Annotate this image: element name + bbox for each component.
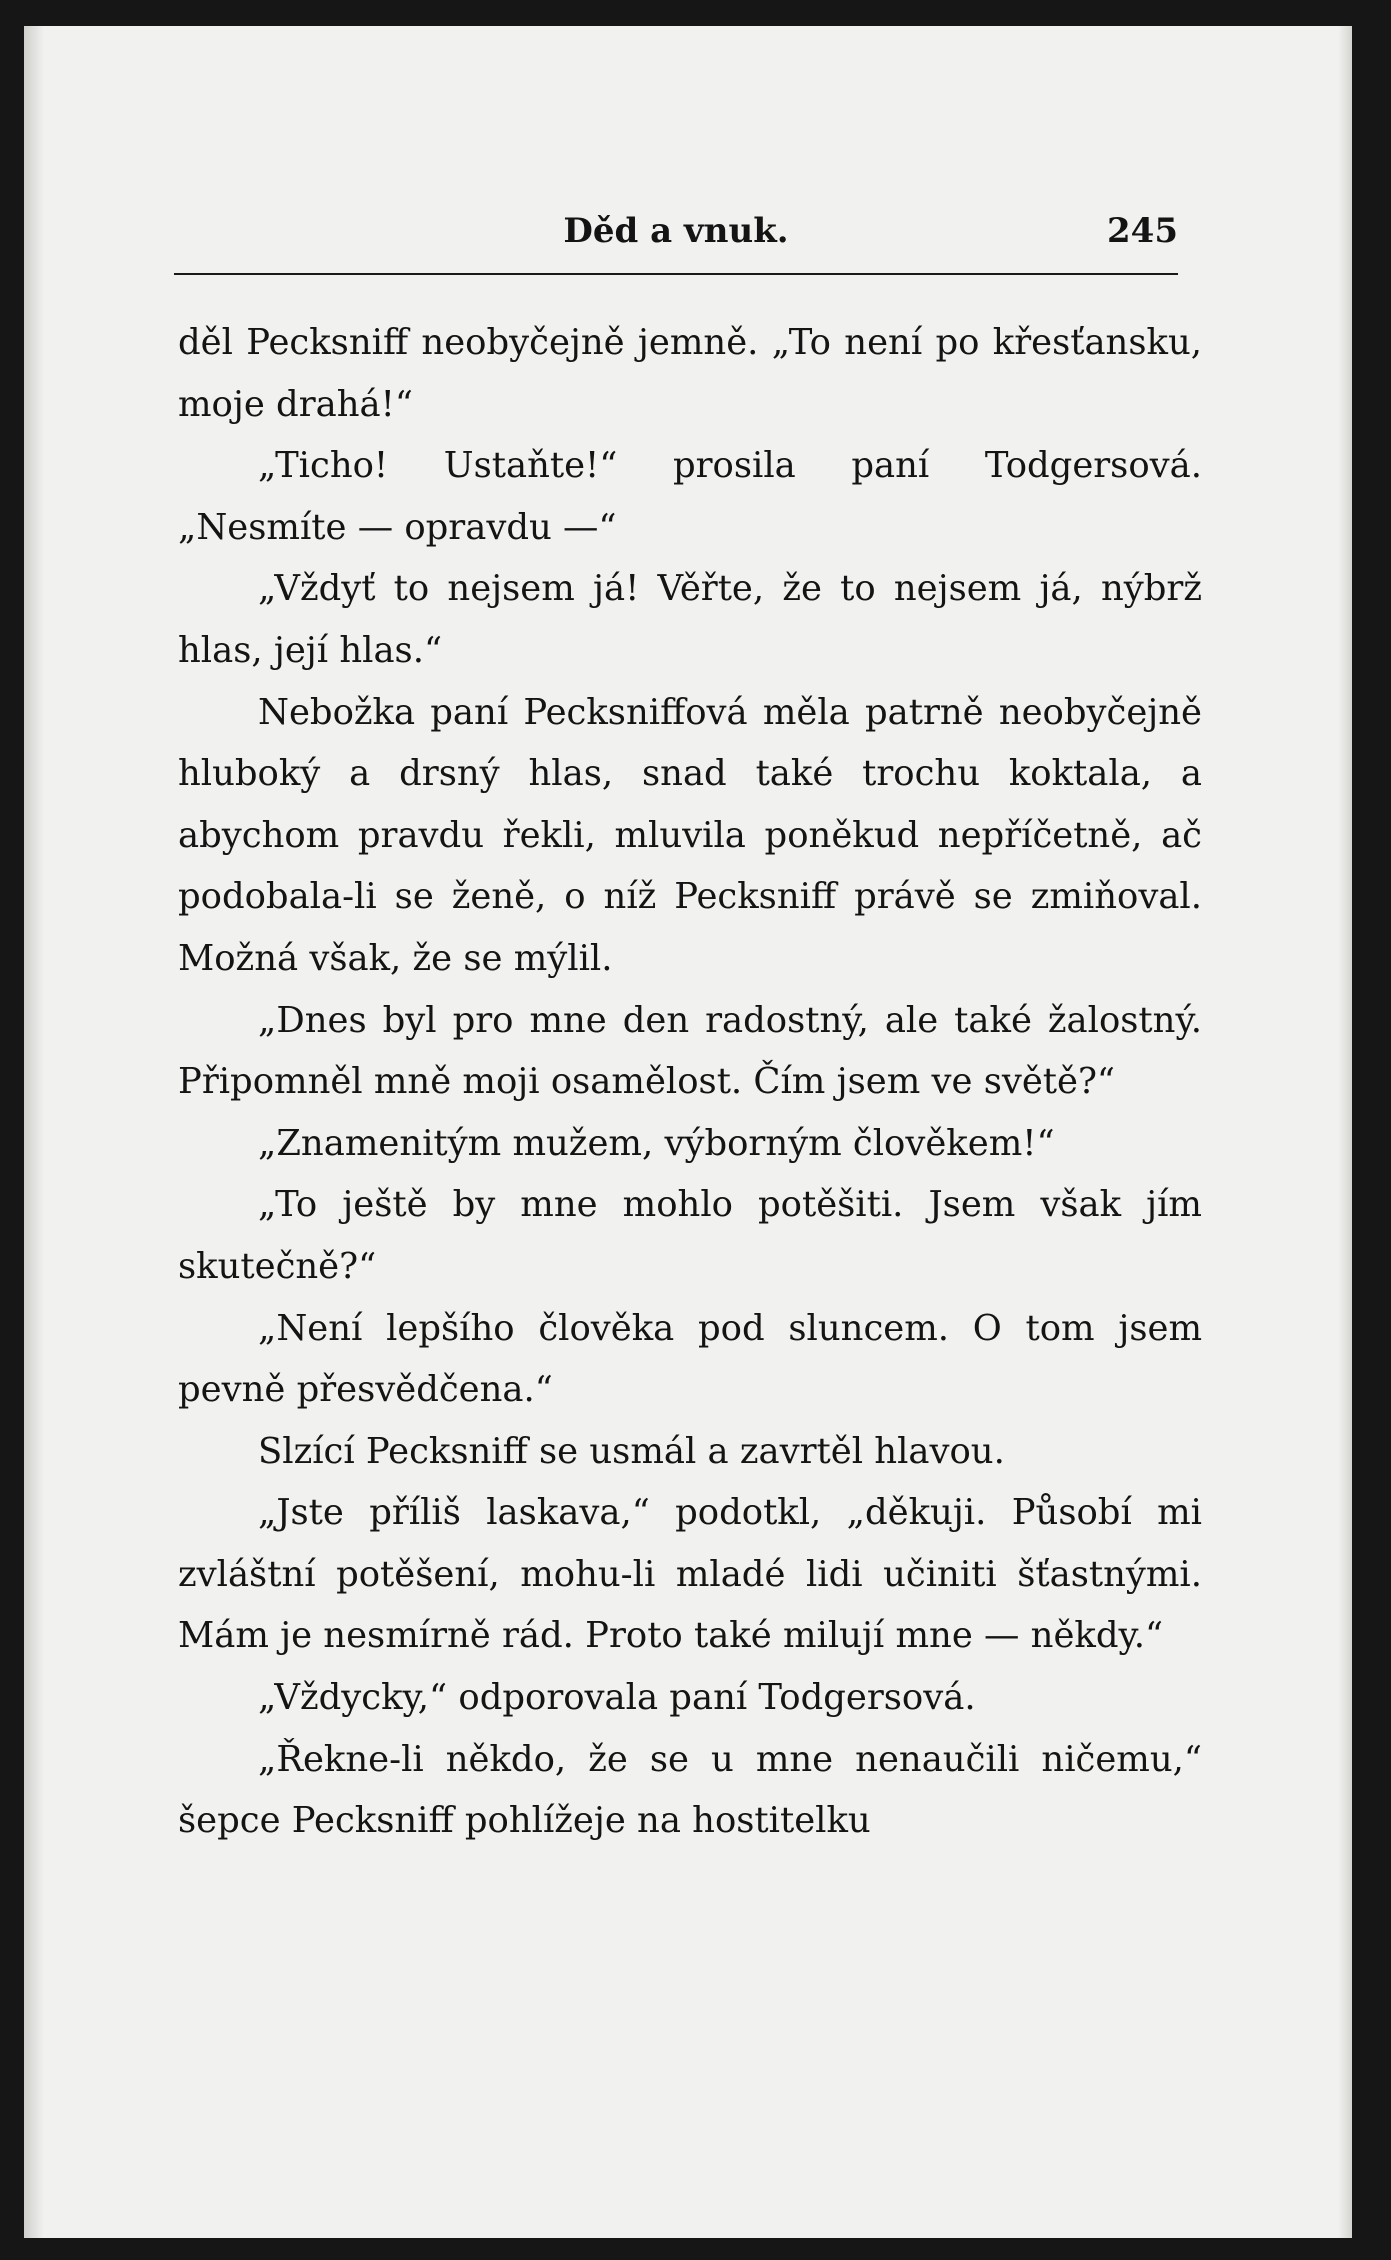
paragraph: Slzící Pecksniff se usmál a zavrtěl hlavou.	[258, 1430, 1005, 1472]
header-rule	[174, 273, 1178, 275]
page-gutter-shadow	[24, 26, 44, 2238]
paragraph: Nebožka paní Pecksniffová měla patrně neobyčejně hluboký a drsný hlas, snad také trochu koktala, a abychom pravdu řekli, mluvila poněkud nepříčetně, ač podobala-li se ženě, o níž Pecksniff právě se zmiňoval. Možná však, že se mýlil.	[178, 691, 1202, 979]
book-page	[24, 26, 1352, 2238]
page-header	[174, 181, 1178, 261]
page-number: 245	[1107, 211, 1178, 251]
paragraph: „Vždycky,“ odporovala paní Todgersová.	[258, 1677, 976, 1719]
paragraph: „To ještě by mne mohlo potěšiti. Jsem však jím skutečně?“	[178, 1184, 1202, 1287]
paragraph: „Ticho! Ustaňte!“ prosila paní Todgersová. „Nesmíte — opravdu —“	[178, 445, 1202, 548]
paragraph: „Vždyť to nejsem já! Věřte, že to nejsem já, nýbrž hlas, její hlas.“	[178, 568, 1202, 671]
paragraph: „Řekne-li někdo, že se u mne nenaučili ničemu,“ šepce Pecksniff pohlížeje na hostitelku	[178, 1738, 1202, 1842]
paragraph: „Není lepšího člověka pod sluncem. O tom jsem pevně přesvědčena.“	[178, 1307, 1202, 1411]
paragraph: „Jste příliš laskava,“ podotkl, „děkuji. Působí mi zvláštní potěšení, mohu-li mladé lidi učiniti šťastnými. Mám je nesmírně rád. Proto také milují mne — někdy.“	[178, 1492, 1202, 1657]
page-edge-shadow	[1338, 26, 1352, 2238]
body-text	[178, 312, 1202, 1852]
paragraph: „Dnes byl pro mne den radostný, ale také žalostný. Připomněl mně moji osamělost. Čím jsem ve světě?“	[178, 999, 1202, 1103]
paragraph: děl Pecksniff neobyčejně jemně. „To není po křesťansku, moje drahá!“	[178, 322, 1202, 425]
paragraph: „Znamenitým mužem, výborným člověkem!“	[258, 1122, 1055, 1164]
running-title: Děd a vnuk.	[563, 211, 789, 251]
